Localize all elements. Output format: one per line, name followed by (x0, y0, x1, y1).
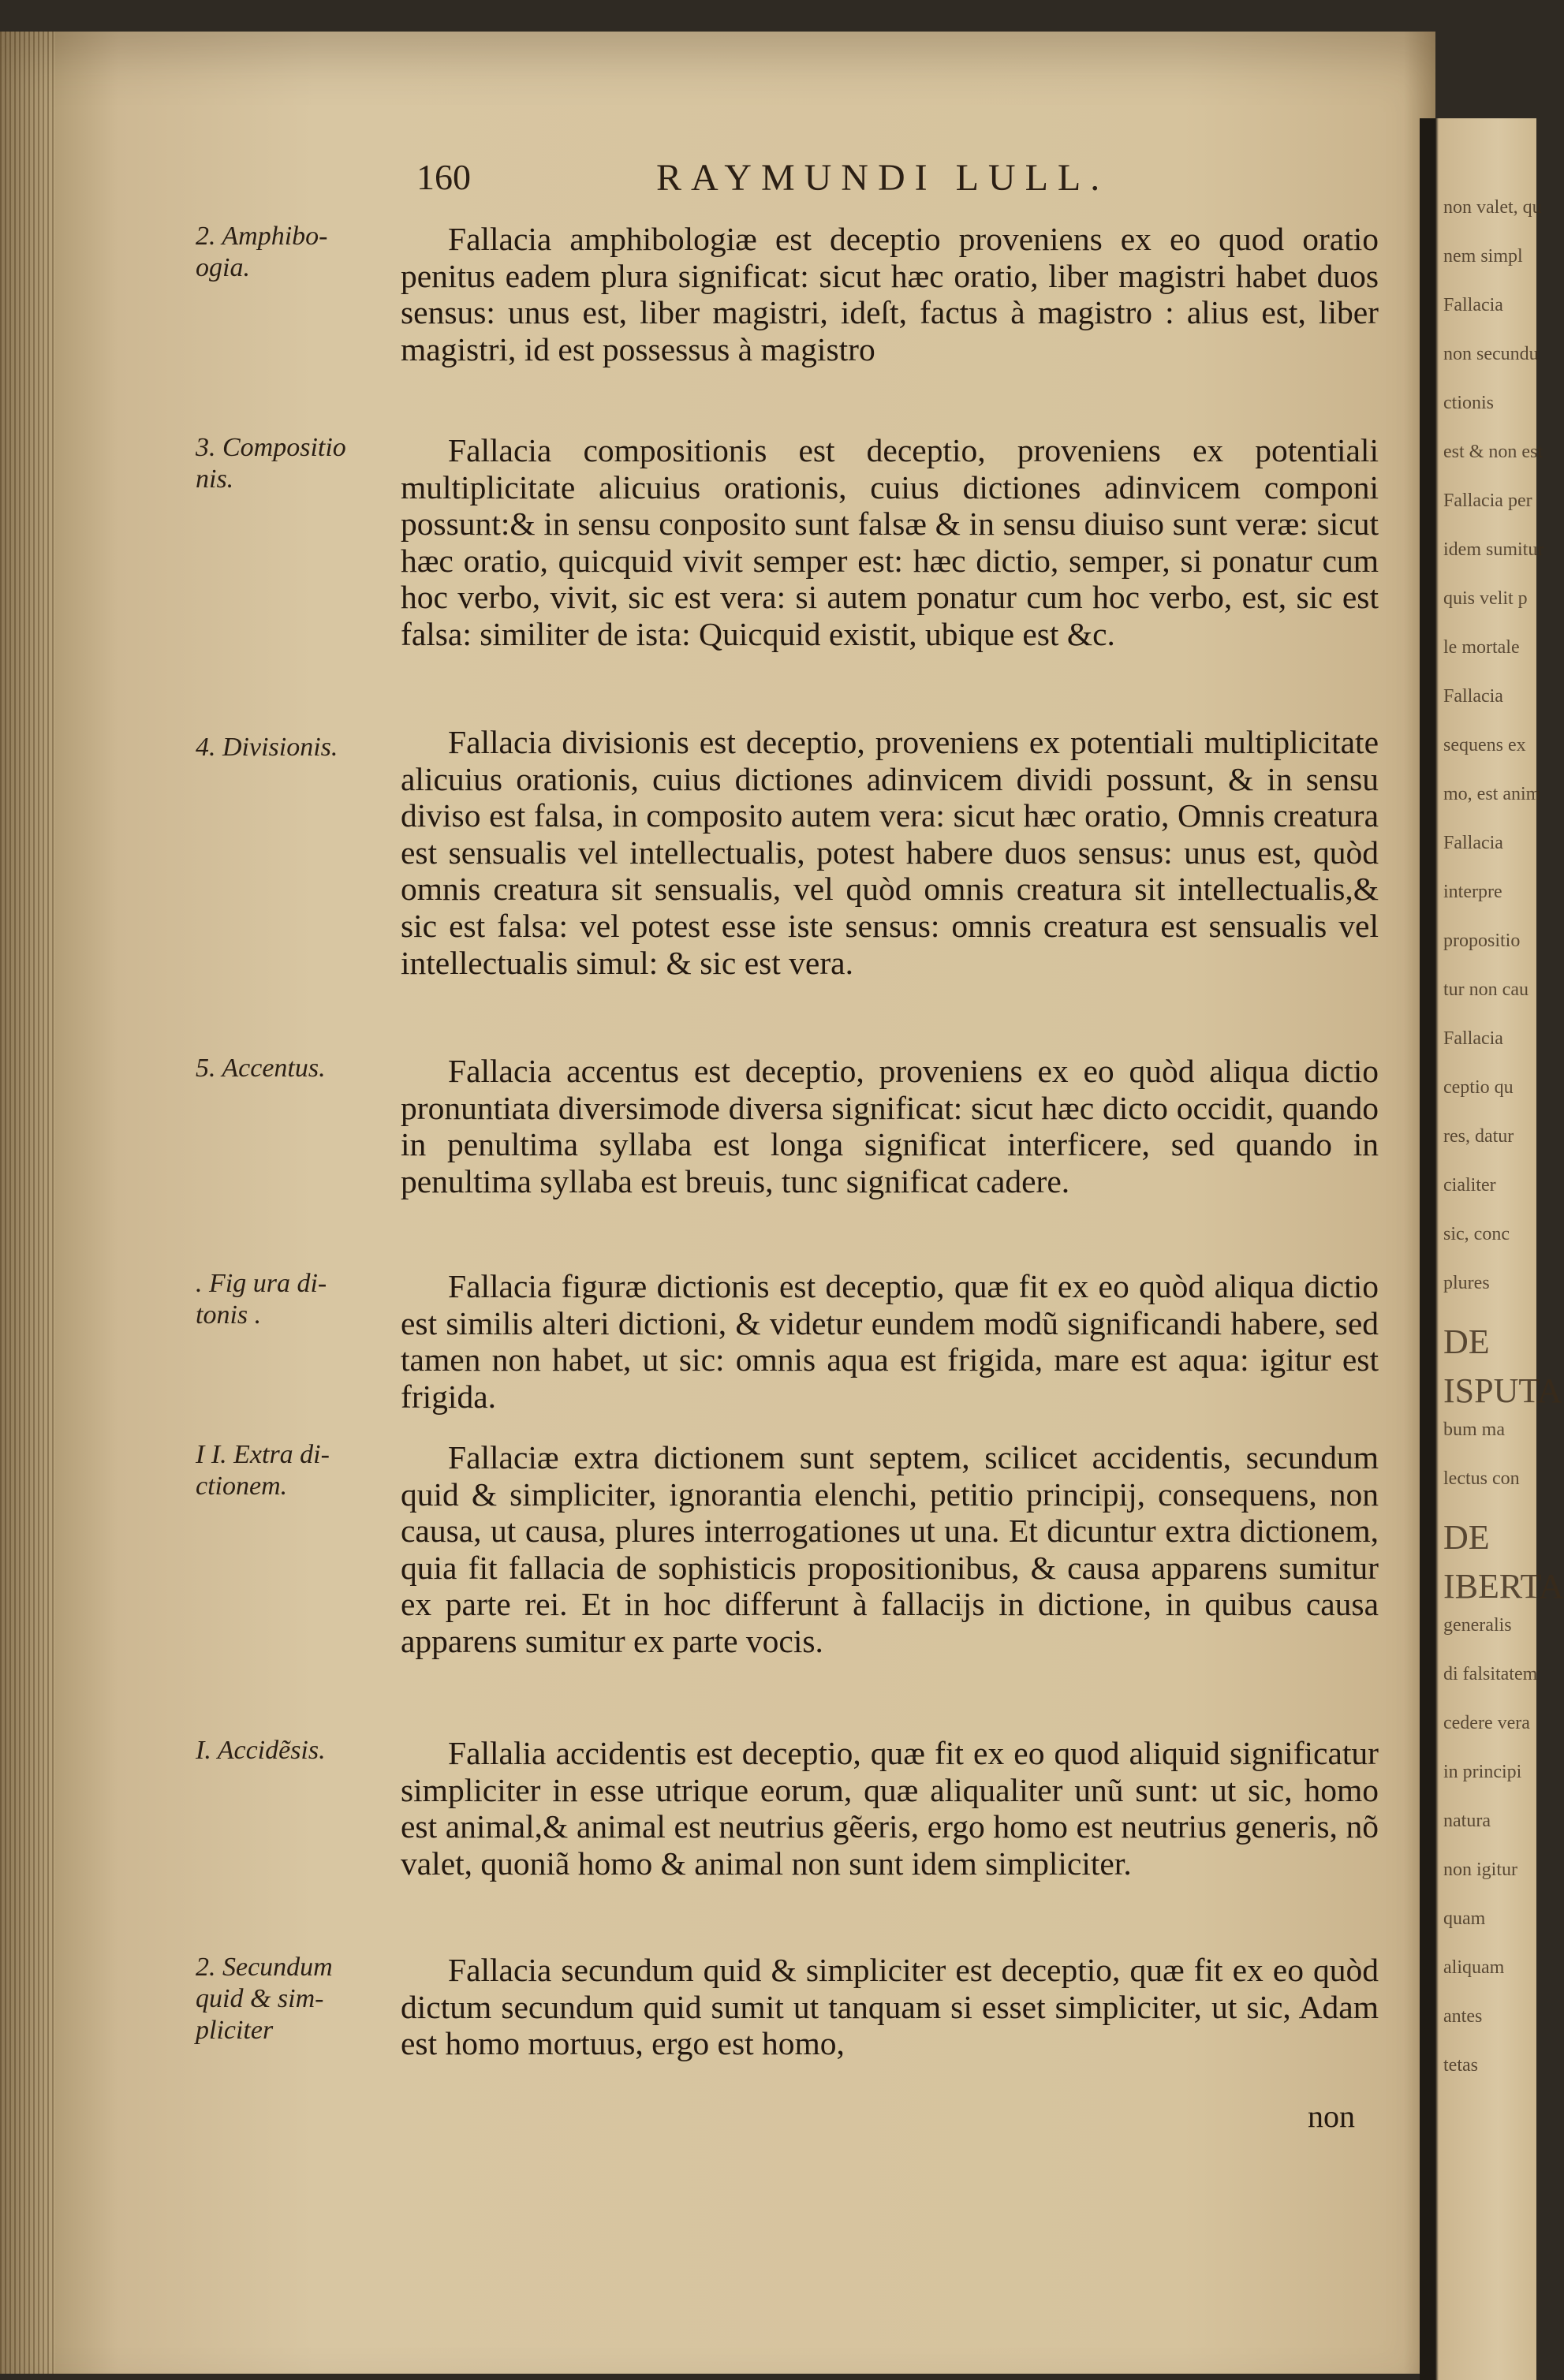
facing-page-fragment: nem simpl (1443, 246, 1523, 267)
facing-page-fragment: in principi (1443, 1762, 1522, 1782)
facing-page-fragment: non valet, qu (1443, 197, 1542, 218)
marginal-note: 3. Compositio nis. (196, 433, 346, 494)
facing-page-fragment: DE (1443, 1518, 1490, 1557)
facing-page-fragment: generalis (1443, 1615, 1512, 1636)
facing-page-fragment: ISPUTA (1443, 1371, 1562, 1410)
paragraph: Fallaciæ extra dictionem sunt septem, scilicet accidentis, secundum quid & simpliciter, ignorantia elenchi, petitio principij, consequens, non causa, ut causa, plures interrogationes ut una. Et dicuntur extra dictionem, quia fit fallacia de sophisticis propositionibus, & causa apparens sumitur ex parte rei. Et in hoc differunt à fallacijs in dictione, in quibus causa apparens sumitur ex parte vocis. (401, 1439, 1379, 1659)
facing-page-fragment: natura (1443, 1811, 1491, 1831)
folio-number: 160 (416, 157, 471, 197)
facing-page-fragment: tur non cau (1443, 979, 1529, 1000)
facing-page-fragment: di falsitatem (1443, 1664, 1538, 1684)
facing-page-fragment: tetas (1443, 2055, 1478, 2076)
marginal-note: . Fig ura di- tonis . (196, 1269, 327, 1330)
facing-page-fragment: sequens ex (1443, 735, 1526, 755)
facing-page-fragment: res, datur (1443, 1126, 1514, 1147)
facing-page-fragment: Fallacia (1443, 833, 1503, 853)
facing-page-fragment: non secundu (1443, 344, 1539, 364)
facing-page-fragment: aliquam (1443, 1957, 1505, 1978)
marginal-note: 5. Accentus. (196, 1054, 326, 1083)
marginal-note: 2. Secundum quid & sim- pliciter (196, 1953, 333, 2045)
paragraph: Fallacia accentus est deceptio, proveniens ex eo quòd aliqua dictio pronuntiata diversimode diversa significat: sicut hæc dicto occidit, quando in penultima syllaba est longa significat interficere, sed quando in penultima syllaba est breuis, tunc significat cadere. (401, 1053, 1379, 1199)
facing-page-fragment: mo, est anim (1443, 784, 1541, 804)
facing-page-fragment: ceptio qu (1443, 1077, 1514, 1098)
paragraph: Fallalia accidentis est deceptio, quæ fit ex eo quod aliquid significatur simpliciter in esse utrique eorum, quæ aliqualiter unũ sunt: ut sic, homo est animal,& animal est neutrius gẽeris, ergo homo est neutrius generis, nõ valet, quoniã homo & animal non sunt idem simpliciter. (401, 1735, 1379, 1882)
facing-page-fragment: Fallacia per (1443, 491, 1532, 511)
facing-page-fragment: DE (1443, 1322, 1490, 1361)
page-header (0, 156, 1435, 203)
running-title: RAYMUNDI LULL. (656, 157, 1110, 199)
marginal-note: I. Accidẽsis. (196, 1736, 326, 1765)
facing-page-fragment: sic, conc (1443, 1224, 1510, 1244)
facing-page-fragment: Fallacia (1443, 686, 1503, 707)
marginal-note: I I. Extra di- ctionem. (196, 1440, 330, 1501)
facing-page-fragment: est & non est (1443, 442, 1543, 462)
marginal-note: 4. Divisionis. (196, 733, 338, 762)
facing-page-fragment: idem sumitur (1443, 539, 1544, 560)
catchword: non (1308, 2098, 1355, 2134)
page-edge-stack (0, 32, 55, 2374)
facing-page-fragment: non igitur (1443, 1860, 1517, 1880)
facing-page-fragment: cialiter (1443, 1175, 1496, 1196)
facing-page-fragment: antes (1443, 2006, 1483, 2027)
facing-page-fragment: quam (1443, 1908, 1486, 1929)
facing-page-fragment: IBERTA (1443, 1567, 1564, 1606)
facing-page-edge (1420, 118, 1564, 2380)
marginal-note: 2. Amphibo- ogia. (196, 222, 328, 282)
facing-page-fragment: cedere vera (1443, 1713, 1530, 1733)
facing-page-fragment: bum ma (1443, 1419, 1505, 1440)
facing-page-fragment: Fallacia (1443, 295, 1503, 315)
facing-page-fragment: le mortale (1443, 637, 1520, 658)
facing-page-fragment: lectus con (1443, 1468, 1520, 1489)
paragraph: Fallacia secundum quid & simpliciter est deceptio, quæ fit ex eo quòd dictum secundum quid sumit ut tanquam si esset simpliciter, ut sic, Adam est homo mortuus, ergo est homo, (401, 1952, 1379, 2062)
facing-page-fragment: propositio (1443, 931, 1521, 951)
paragraph: Fallacia amphibologiæ est deceptio proveniens ex eo quod oratio penitus eadem plura significat: sicut hæc oratio, liber magistri habet duos sensus: unus est, liber magistri, ideſt, factus à magistro : alius est, liber magistri, id est possessus à magistro (401, 221, 1379, 367)
facing-page-fragment: ctionis (1443, 393, 1494, 413)
facing-page-fragment: interpre (1443, 882, 1502, 902)
facing-page-fragment: Fallacia (1443, 1028, 1503, 1049)
paragraph: Fallacia compositionis est deceptio, proveniens ex potentiali multiplicitate alicuius orationis, cuius dictiones adinvicem componi possunt:& in sensu conposito sunt falsæ & in sensu diuiso sunt veræ: sicut hæc oratio, quicquid vivit semper est: hæc dictio, semper, si ponatur cum hoc verbo, vivit, sic est vera: si autem ponatur cum hoc verbo, est, sic est falsa: similiter de ista: Quicquid existit, ubique est &c. (401, 432, 1379, 652)
paragraph: Fallacia divisionis est deceptio, proveniens ex potentiali multiplicitate alicuius orationis, cuius dictiones adinvicem dividi possunt, & in sensu diviso est falsa, in composito autem vera: sicut hæc oratio, Omnis creatura est sensualis vel intellectualis, potest habere duos sensus: unus est, quòd omnis creatura sit sensualis, vel quòd omnis creatura sit intellectualis,& sic est falsa: vel potest esse iste sensus: omnis creatura est sensualis vel intellectualis simul: & sic est vera. (401, 724, 1379, 981)
facing-page-fragment: quis velit p (1443, 588, 1528, 609)
facing-page-fragment: plures (1443, 1273, 1490, 1293)
paragraph: Fallacia figuræ dictionis est deceptio, quæ fit ex eo quòd aliqua dictio est similis alteri dictioni, & videtur eundem modũ significandi habere, sed tamen non habet, ut sic: omnis aqua est frigida, mare est aqua: igitur est frigida. (401, 1268, 1379, 1415)
